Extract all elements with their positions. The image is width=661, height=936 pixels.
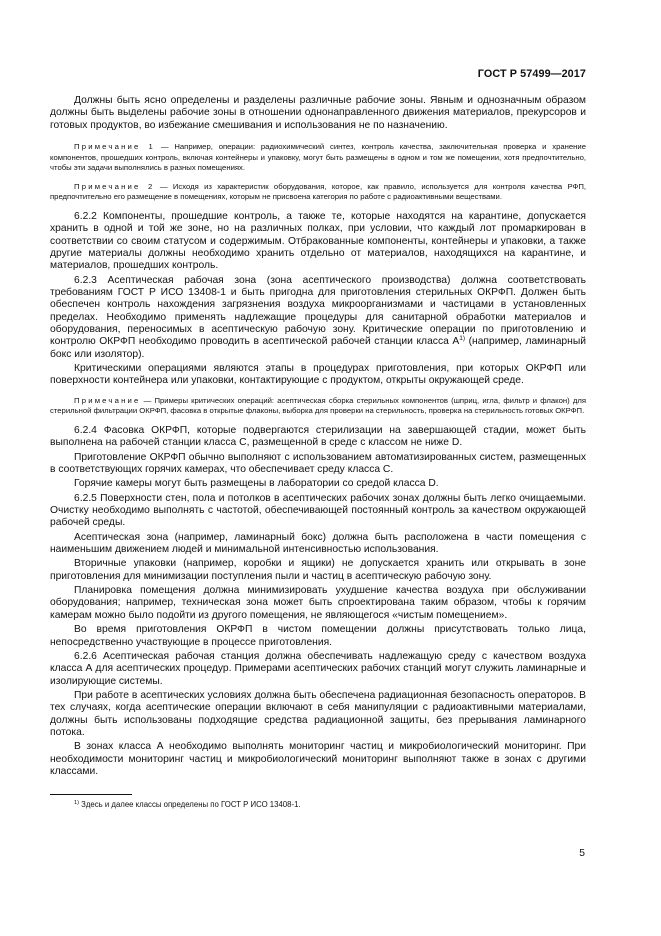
page-content — [50, 95, 586, 778]
paragraph-6-2-3-part1: 6.2.3 Асептическая рабочая зона (зона асептического производства) должна соответствовать требованиям ГОСТ Р ИСО 13408-1 и быть пригодна для приготовления стерильных ОКРФП. Должен быть обеспечен контроль нахождения загрязнения воздуха микроорганизмами и частицами в установленных пределах. Необходимо применять надлежащие процедуры для санитарной обработки материалов и оборудования, переносимых в асептическую рабочую зону. Критические операции по приготовлению и контролю ОКРФП необходимо проводить в асептической рабочей станции класса А — [50, 274, 586, 348]
paragraph-6-2-6-c: В зонах класса А необходимо выполнять мониторинг частиц и микробиологический мониторинг. При необходимости мониторинг частиц и микробиологический мониторинг выполняют также в зонах с другими классами. — [50, 741, 586, 777]
paragraph-6-2-5-b: Асептическая зона (например, ламинарный бокс) должна быть расположена в части помещения с наименьшим движением людей и минимальной интенсивностью использования. — [50, 531, 586, 556]
paragraph-6-2-4-b: Приготовление ОКРФП обычно выполняют с использованием автоматизированных систем, размещенных в соответствующих горячих камерах, что обеспечивает среду класса С. — [50, 451, 586, 476]
note-1 — [50, 142, 586, 174]
footnote — [74, 800, 574, 810]
paragraph-6-2-5-c: Вторичные упаковки (например, коробки и ящики) не допускается хранить или открывать в зоне приготовления для минимизации поступления пыли и частиц в асептическую рабочую зону. — [50, 558, 586, 582]
paragraph-6-2-6: 6.2.6 Асептическая рабочая станция должна обеспечивать надлежащую среду с качеством воздуха класса А для асептических процедур. Примерами асептических рабочих станций могут служить ламинарные и изолирующие системы. — [50, 650, 586, 687]
paragraph-6-2-5: 6.2.5 Поверхности стен, пола и потолков в асептических рабочих зонах должны быть легко очищаемыми. Очистку необходимо выполнять с частотой, обеспечивающей постоянный контроль за качеством окружающей рабочей среды. — [50, 492, 586, 529]
paragraph-6-2-6-b: При работе в асептических условиях должна быть обеспечена радиационная безопасность операторов. В тех случаях, когда асептические операции включают в себя манипуляции с радиоактивными материалами, должны быть использованы подходящие средства радиационной защиты, без прерывания ламинарного потока. — [50, 689, 586, 738]
footnote-mark: 1) — [74, 800, 79, 806]
note-1-label: Примечание 1 — [74, 142, 155, 152]
paragraph-6-2-5-e: Во время приготовления ОКРФП в чистом помещении должны присутствовать только лица, непосредственно участвующие в процессе приготовления. — [50, 624, 586, 648]
note-3-text: — Примеры критических операций: асептическая сборка стерильных компонентов (шприц, игла, фильтр и флакон) для стерильной фильтрации ОКРФП, фасовка в открытые флаконы, выборка для проверки на стерильность, проверка на стерильность готовых ОКРФП. — [50, 395, 586, 416]
paragraph-zones: Должны быть ясно определены и разделены различные рабочие зоны. Явным и однозначным образом должны быть выделены рабочие зоны в отношении однонаправленного движения материалов, прекурсоров и готовых продуктов, во избежание смешивания и использования не по назначению. — [50, 95, 586, 131]
document-header: ГОСТ Р 57499—2017 — [477, 68, 586, 80]
note-3 — [50, 396, 586, 417]
note-2-label: Примечание 2 — [74, 181, 155, 191]
footnote-text: Здесь и далее классы определены по ГОСТ Р ИСО 13408-1. — [78, 800, 301, 809]
paragraph-6-2-3-part2: (например, ламинарный бокс или изолятор). — [50, 336, 586, 360]
footnote-divider — [50, 794, 132, 795]
paragraph-6-2-4: 6.2.4 Фасовка ОКРФП, которые подвергаются стерилизации на завершающей стадии, может быть выполнена на рабочей станции класса С, размещенной в среде с классом не ниже D. — [50, 425, 586, 449]
note-2-text: — Исходя из характеристик оборудования, которое, как правило, используется для контроля качества РФП, предпочтительно его размещение в помещениях, которым не присвоена категория по работе с радиоактивными веществами. — [50, 181, 586, 202]
paragraph-6-2-5-d: Планировка помещения должна минимизировать ухудшение качества воздуха при обслуживании оборудования; например, техническая зона может быть спроектирована таким образом, чтобы к горячим камерам можно было подойти из другого помещения, не являющегося «чистым помещением». — [50, 585, 586, 621]
footnote-ref: 1) — [459, 335, 466, 343]
paragraph-critical-operations: Критическими операциями являются этапы в процедурах приготовления, при которых ОКРФП или поверхности контейнера или упаковки, контактирующие с продуктом, открыты окружающей среде. — [50, 363, 586, 387]
note-3-label: Примечание — [74, 395, 141, 405]
note-2 — [50, 182, 586, 203]
paragraph-6-2-3 — [50, 275, 586, 361]
paragraph-6-2-4-c: Горячие камеры могут быть размещены в лаборатории со средой класса D. — [74, 478, 439, 490]
paragraph-6-2-2: 6.2.2 Компоненты, прошедшие контроль, а также те, которые находятся на карантине, допускается хранить в одной и той же зоне, но на различных полках, при условии, что каждый лот промаркирован в соответствии со своим статусом и содержимым. Отбракованные компоненты, контейнеры и упаковки, а также другие материалы должны необходимо хранить отдельно от материалов, находящихся на карантине, и материалов, прошедших контроль. — [50, 211, 586, 272]
note-1-text: — Например, операции: радиохимический синтез, контроль качества, заключительная проверка и хранение компонентов, прошедших контроль, включая контейнеры и упаковку, могут быть размещены в одном и том же помещении, хотя предпочтительно, чтобы эти задачи выполнялись в разных помещениях. — [50, 142, 586, 173]
page-number: 5 — [579, 848, 585, 859]
